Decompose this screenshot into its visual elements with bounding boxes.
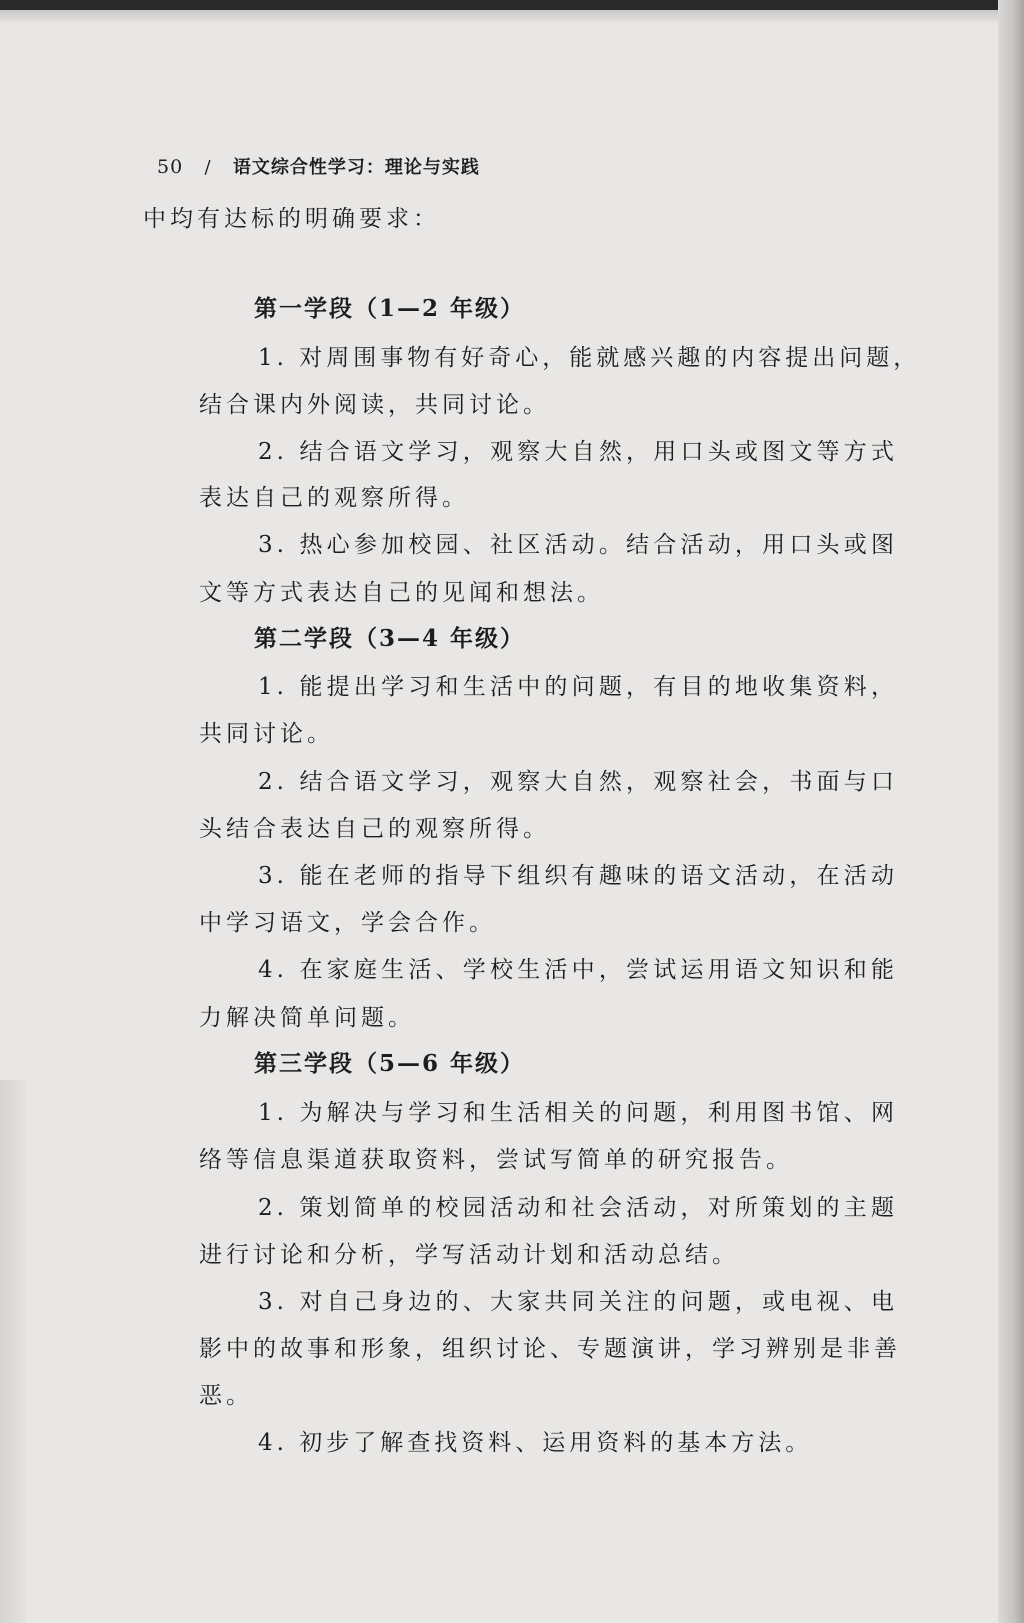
text-line: 进行讨论和分析，学写活动计划和活动总结。 [199, 1242, 739, 1268]
text-line: 络等信息渠道获取资料，尝试写简单的研究报告。 [199, 1147, 793, 1173]
text-line: 恶。 [199, 1383, 253, 1409]
text-line: 表达自己的观察所得。 [199, 485, 469, 511]
book-title: 语文综合性学习：理论与实践 [232, 157, 480, 178]
text-line: 中学习语文，学会合作。 [199, 910, 496, 936]
section-heading: 第二学段（3—4 年级） [254, 625, 526, 652]
text-line: 结合课内外阅读，共同讨论。 [199, 392, 550, 418]
text-line: 3. 热心参加校园、社区活动。结合活动，用口头或图 [258, 532, 898, 558]
text-line: 1. 对周围事物有好奇心，能就感兴趣的内容提出问题， [258, 345, 921, 371]
text-line: 文等方式表达自己的见闻和想法。 [199, 580, 604, 606]
text-line: 3. 对自己身边的、大家共同关注的问题，或电视、电 [258, 1289, 898, 1315]
section-heading: 第三学段（5—6 年级） [254, 1050, 526, 1077]
text-line: 中均有达标的明确要求： [143, 206, 440, 232]
text-line: 共同讨论。 [199, 721, 334, 747]
text-line: 3. 能在老师的指导下组织有趣味的语文活动，在活动 [258, 863, 898, 889]
text-line: 影中的故事和形象，组织讨论、专题演讲，学习辨别是非善 [199, 1336, 901, 1362]
text-line: 4. 初步了解查找资料、运用资料的基本方法。 [258, 1430, 813, 1456]
section-heading: 第一学段（1—2 年级） [254, 295, 526, 322]
page-number: 50 [157, 156, 184, 178]
header-separator: / [204, 157, 212, 178]
text-line: 2. 策划简单的校园活动和社会活动，对所策划的主题 [258, 1195, 898, 1221]
text-line: 4. 在家庭生活、学校生活中，尝试运用语文知识和能 [258, 957, 898, 983]
text-line: 1. 能提出学习和生活中的问题，有目的地收集资料， [258, 674, 898, 700]
text-line: 1. 为解决与学习和生活相关的问题，利用图书馆、网 [258, 1100, 898, 1126]
text-line: 2. 结合语文学习，观察大自然，用口头或图文等方式 [258, 439, 898, 465]
text-line: 2. 结合语文学习，观察大自然，观察社会，书面与口 [258, 769, 898, 795]
text-line: 力解决简单问题。 [199, 1005, 415, 1031]
text-line: 头结合表达自己的观察所得。 [199, 816, 550, 842]
